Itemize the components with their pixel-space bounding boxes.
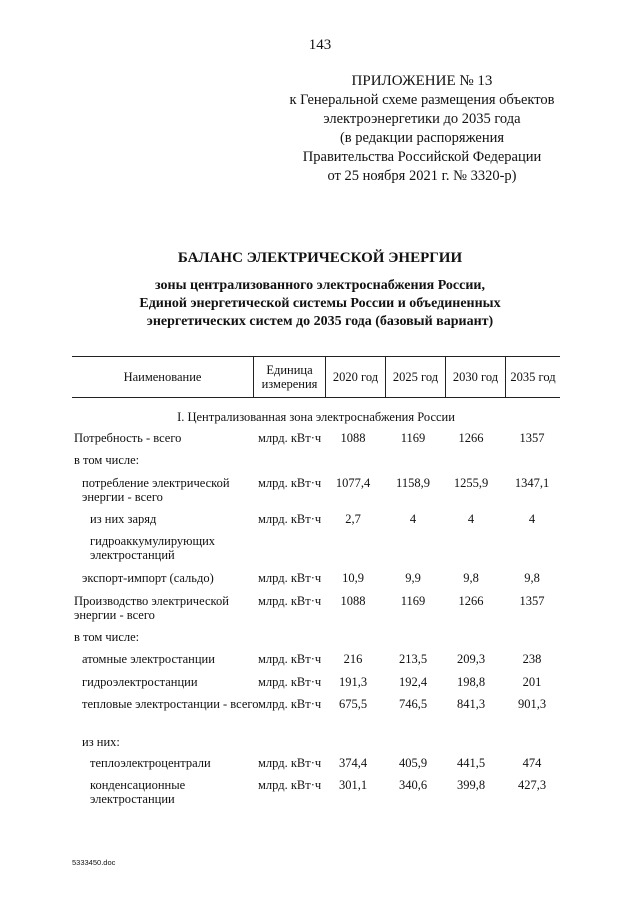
row-value-2020: 374,4 bbox=[338, 756, 368, 770]
row-name: экспорт-импорт (сальдо) bbox=[82, 571, 214, 585]
row-value-2025: 192,4 bbox=[398, 675, 428, 689]
row-value-2035: 901,3 bbox=[517, 697, 547, 711]
page-number: 143 bbox=[308, 37, 332, 53]
appendix-line: к Генеральной схеме размещения объектов bbox=[289, 92, 555, 108]
row-value-2030: 1266 bbox=[458, 431, 484, 445]
row-value-2030: 1266 bbox=[458, 594, 484, 608]
row-unit: млрд. кВт·ч bbox=[258, 594, 322, 608]
appendix-line: Правительства Российской Федерации bbox=[302, 149, 542, 165]
row-value-2035: 474 bbox=[522, 756, 542, 770]
row-value-2030: 9,8 bbox=[463, 571, 479, 585]
row-value-2035: 9,8 bbox=[524, 571, 540, 585]
row-value-2020: 2,7 bbox=[345, 512, 361, 526]
row-value-2030: 399,8 bbox=[456, 778, 486, 792]
row-name: гидроэлектростанции bbox=[82, 675, 198, 689]
header-year-2035: 2035 год bbox=[510, 370, 556, 384]
row-unit: млрд. кВт·ч bbox=[258, 512, 322, 526]
row-unit: млрд. кВт·ч bbox=[258, 756, 322, 770]
row-value-2025: 1158,9 bbox=[396, 476, 430, 490]
row-unit: млрд. кВт·ч bbox=[258, 778, 322, 792]
row-value-2020: 1077,4 bbox=[335, 476, 371, 490]
row-name: Производство электрической энергии - всего bbox=[74, 594, 229, 622]
row-unit: млрд. кВт·ч bbox=[258, 697, 322, 711]
row-value-2020: 1088 bbox=[340, 431, 366, 445]
row-value-2020: 301,1 bbox=[338, 778, 368, 792]
row-name: из них: bbox=[82, 735, 120, 749]
row-name: в том числе: bbox=[74, 453, 140, 467]
row-name: в том числе: bbox=[74, 630, 140, 644]
row-unit: млрд. кВт·ч bbox=[258, 652, 322, 666]
header-year-2030: 2030 год bbox=[446, 357, 506, 397]
row-value-2025: 9,9 bbox=[405, 571, 421, 585]
row-unit: млрд. кВт·ч bbox=[258, 431, 322, 445]
row-unit: млрд. кВт·ч bbox=[258, 476, 322, 490]
table-header bbox=[72, 356, 560, 398]
subtitle-line: Единой энергетической системы России и объединенных bbox=[139, 296, 501, 311]
row-value-2030: 1255,9 bbox=[453, 476, 489, 490]
header-name: Наименование bbox=[72, 357, 254, 397]
row-value-2030: 4 bbox=[467, 512, 475, 526]
row-value-2020: 10,9 bbox=[342, 571, 364, 585]
subtitle-line: энергетических систем до 2035 года (базовый вариант) bbox=[146, 314, 494, 329]
row-value-2030: 209,3 bbox=[456, 652, 486, 666]
document-title: БАЛАНС ЭЛЕКТРИЧЕСКОЙ ЭНЕРГИИ bbox=[177, 250, 463, 266]
row-value-2025: 213,5 bbox=[398, 652, 428, 666]
row-name: атомные электростанции bbox=[82, 652, 215, 666]
row-name: Потребность - всего bbox=[74, 431, 182, 445]
row-name: потребление электрической энергии - всего bbox=[82, 476, 230, 504]
row-value-2025: 1169 bbox=[400, 431, 426, 445]
section-title: I. Централизованная зона электроснабжения России bbox=[177, 410, 455, 424]
row-name: теплоэлектроцентрали bbox=[90, 756, 211, 770]
header-year-2020: 2020 год bbox=[326, 357, 386, 397]
row-name: гидроаккумулирующих электростанций bbox=[90, 534, 216, 562]
row-value-2020: 675,5 bbox=[338, 697, 368, 711]
header-year-2025: 2025 год bbox=[386, 357, 446, 397]
row-value-2025: 405,9 bbox=[398, 756, 428, 770]
row-value-2020: 191,3 bbox=[338, 675, 368, 689]
row-value-2030: 441,5 bbox=[456, 756, 486, 770]
document-subtitle bbox=[0, 277, 640, 331]
row-unit: млрд. кВт·ч bbox=[258, 571, 322, 585]
row-value-2035: 1357 bbox=[519, 431, 545, 445]
row-value-2030: 198,8 bbox=[456, 675, 486, 689]
subtitle-line: зоны централизованного электроснабжения России, bbox=[154, 278, 485, 293]
row-value-2035: 4 bbox=[528, 512, 536, 526]
row-name: тепловые электростанции - всего bbox=[82, 697, 259, 711]
row-unit: млрд. кВт·ч bbox=[258, 675, 322, 689]
appendix-block bbox=[262, 72, 582, 186]
row-value-2020: 216 bbox=[343, 652, 363, 666]
row-value-2035: 238 bbox=[522, 652, 542, 666]
row-value-2025: 1169 bbox=[400, 594, 426, 608]
row-name: конденсационные электростанции bbox=[90, 778, 186, 806]
row-value-2035: 427,3 bbox=[517, 778, 547, 792]
appendix-line: от 25 ноября 2021 г. № 3320-р) bbox=[327, 168, 517, 184]
row-value-2035: 201 bbox=[522, 675, 542, 689]
row-value-2035: 1357 bbox=[519, 594, 545, 608]
appendix-number: ПРИЛОЖЕНИЕ № 13 bbox=[351, 73, 493, 89]
document-id: 5333450.doc bbox=[72, 858, 116, 867]
row-value-2025: 746,5 bbox=[398, 697, 428, 711]
row-name: из них заряд bbox=[90, 512, 157, 526]
header-unit: Единица измерения bbox=[254, 357, 326, 397]
row-value-2025: 4 bbox=[409, 512, 417, 526]
row-value-2035: 1347,1 bbox=[514, 476, 550, 490]
appendix-line: (в редакции распоряжения bbox=[339, 130, 505, 146]
appendix-line: электроэнергетики до 2035 года bbox=[323, 111, 521, 127]
row-value-2030: 841,3 bbox=[456, 697, 486, 711]
row-value-2025: 340,6 bbox=[398, 778, 428, 792]
row-value-2020: 1088 bbox=[340, 594, 366, 608]
